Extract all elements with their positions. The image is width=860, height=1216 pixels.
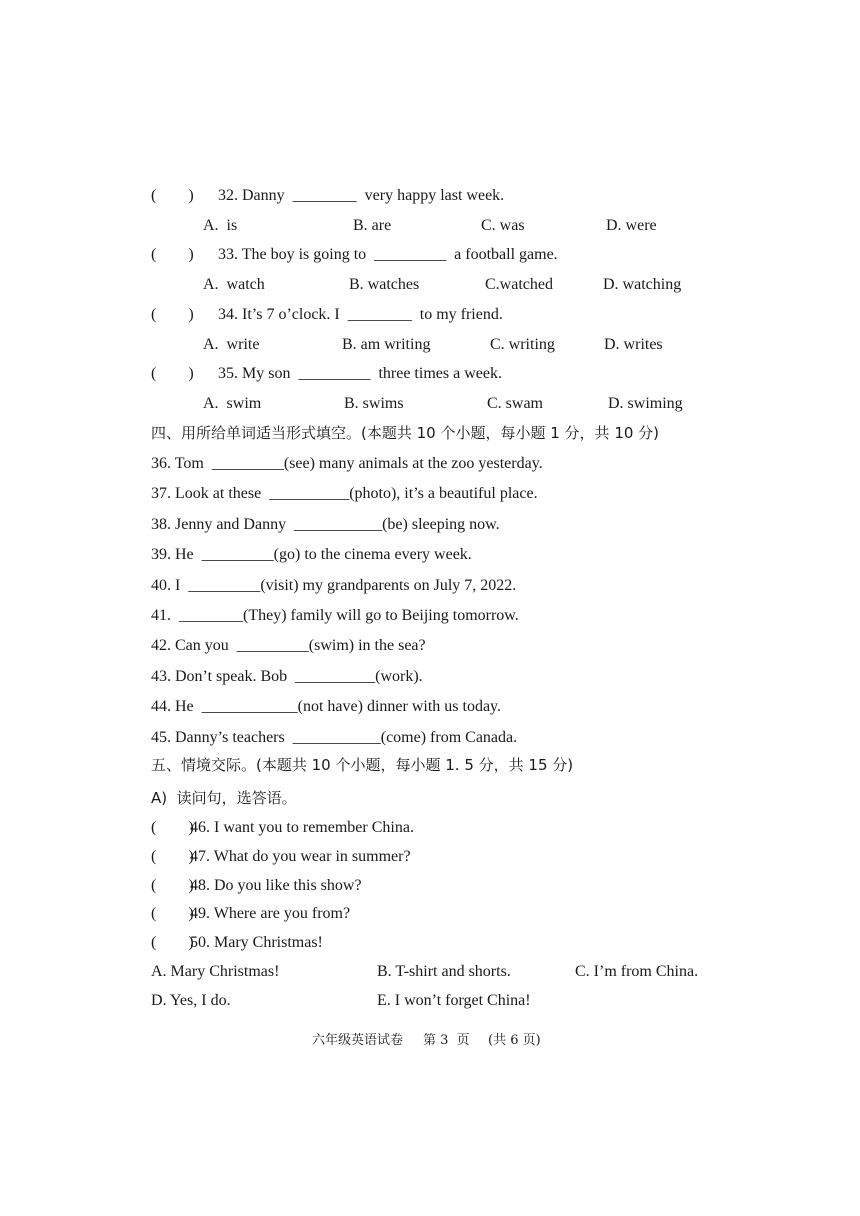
question-text: 50. Mary Christmas! bbox=[190, 934, 323, 951]
question-text: 49. Where are you from? bbox=[190, 905, 351, 922]
option-c: C.watched bbox=[485, 276, 553, 293]
option-d: D. writes bbox=[604, 336, 663, 353]
option-c: C. writing bbox=[490, 336, 555, 353]
option-b: B. are bbox=[353, 217, 392, 234]
answer-paren[interactable]: ( ) bbox=[151, 246, 194, 263]
answer-paren[interactable]: ( ) bbox=[151, 905, 194, 922]
section-5a-instruction: A) 读问句，选答语。 bbox=[151, 789, 297, 807]
question-stem: 34. It’s 7 o’clock. I ________ to my friend. bbox=[218, 306, 503, 323]
question-stem: 33. The boy is going to _________ a football game. bbox=[218, 246, 558, 263]
section-5-heading: 五、情境交际。(本题共 10 个小题，每小题 1. 5 分，共 15 分) bbox=[151, 756, 574, 774]
fill-blank-41: 41. ________(They) family will go to Beijing tomorrow. bbox=[151, 607, 519, 624]
fill-blank-44: 44. He ____________(not have) dinner with us today. bbox=[151, 698, 502, 715]
question-stem: 35. My son _________ three times a week. bbox=[218, 365, 502, 382]
option-b: B. am writing bbox=[342, 336, 431, 353]
answer-paren[interactable]: ( ) bbox=[151, 306, 194, 323]
option-d: D. swiming bbox=[608, 395, 683, 412]
fill-blank-43: 43. Don’t speak. Bob __________(work). bbox=[151, 668, 423, 685]
fill-blank-38: 38. Jenny and Danny ___________(be) sleeping now. bbox=[151, 516, 500, 533]
option-b: B. watches bbox=[349, 276, 420, 293]
question-text: 47. What do you wear in summer? bbox=[190, 848, 411, 865]
fill-blank-45: 45. Danny’s teachers ___________(come) from Canada. bbox=[151, 729, 518, 746]
answer-option-c: C. I’m from China. bbox=[575, 963, 699, 980]
page-number: 第 3 页 bbox=[423, 1033, 470, 1048]
option-b: B. swims bbox=[344, 395, 404, 412]
option-a: A. is bbox=[203, 217, 238, 234]
fill-blank-39: 39. He _________(go) to the cinema every week. bbox=[151, 546, 472, 563]
option-a: A. swim bbox=[203, 395, 262, 412]
question-text: 46. I want you to remember China. bbox=[190, 819, 414, 836]
answer-paren[interactable]: ( ) bbox=[151, 365, 194, 382]
page-total: (共 6 页) bbox=[488, 1033, 541, 1048]
option-c: C. was bbox=[481, 217, 525, 234]
answer-option-d: D. Yes, I do. bbox=[151, 992, 231, 1009]
fill-blank-36: 36. Tom _________(see) many animals at the zoo yesterday. bbox=[151, 455, 543, 472]
option-d: D. watching bbox=[603, 276, 682, 293]
exam-title: 六年级英语试卷 bbox=[312, 1033, 404, 1048]
option-d: D. were bbox=[606, 217, 657, 234]
option-a: A. write bbox=[203, 336, 260, 353]
option-a: A. watch bbox=[203, 276, 265, 293]
answer-paren[interactable]: ( ) bbox=[151, 819, 194, 836]
option-c: C. swam bbox=[487, 395, 543, 412]
answer-option-e: E. I won’t forget China! bbox=[377, 992, 531, 1009]
answer-option-b: B. T-shirt and shorts. bbox=[377, 963, 511, 980]
fill-blank-37: 37. Look at these __________(photo), it’s a beautiful place. bbox=[151, 485, 538, 502]
fill-blank-40: 40. I _________(visit) my grandparents on July 7, 2022. bbox=[151, 577, 517, 594]
fill-blank-42: 42. Can you _________(swim) in the sea? bbox=[151, 637, 426, 654]
question-text: 48. Do you like this show? bbox=[190, 877, 362, 894]
answer-paren[interactable]: ( ) bbox=[151, 187, 194, 204]
section-4-heading: 四、用所给单词适当形式填空。(本题共 10 个小题，每小题 1 分，共 10 分) bbox=[151, 424, 660, 442]
answer-option-a: A. Mary Christmas! bbox=[151, 963, 280, 980]
answer-paren[interactable]: ( ) bbox=[151, 934, 194, 951]
answer-paren[interactable]: ( ) bbox=[151, 877, 194, 894]
question-stem: 32. Danny ________ very happy last week. bbox=[218, 187, 505, 204]
answer-paren[interactable]: ( ) bbox=[151, 848, 194, 865]
